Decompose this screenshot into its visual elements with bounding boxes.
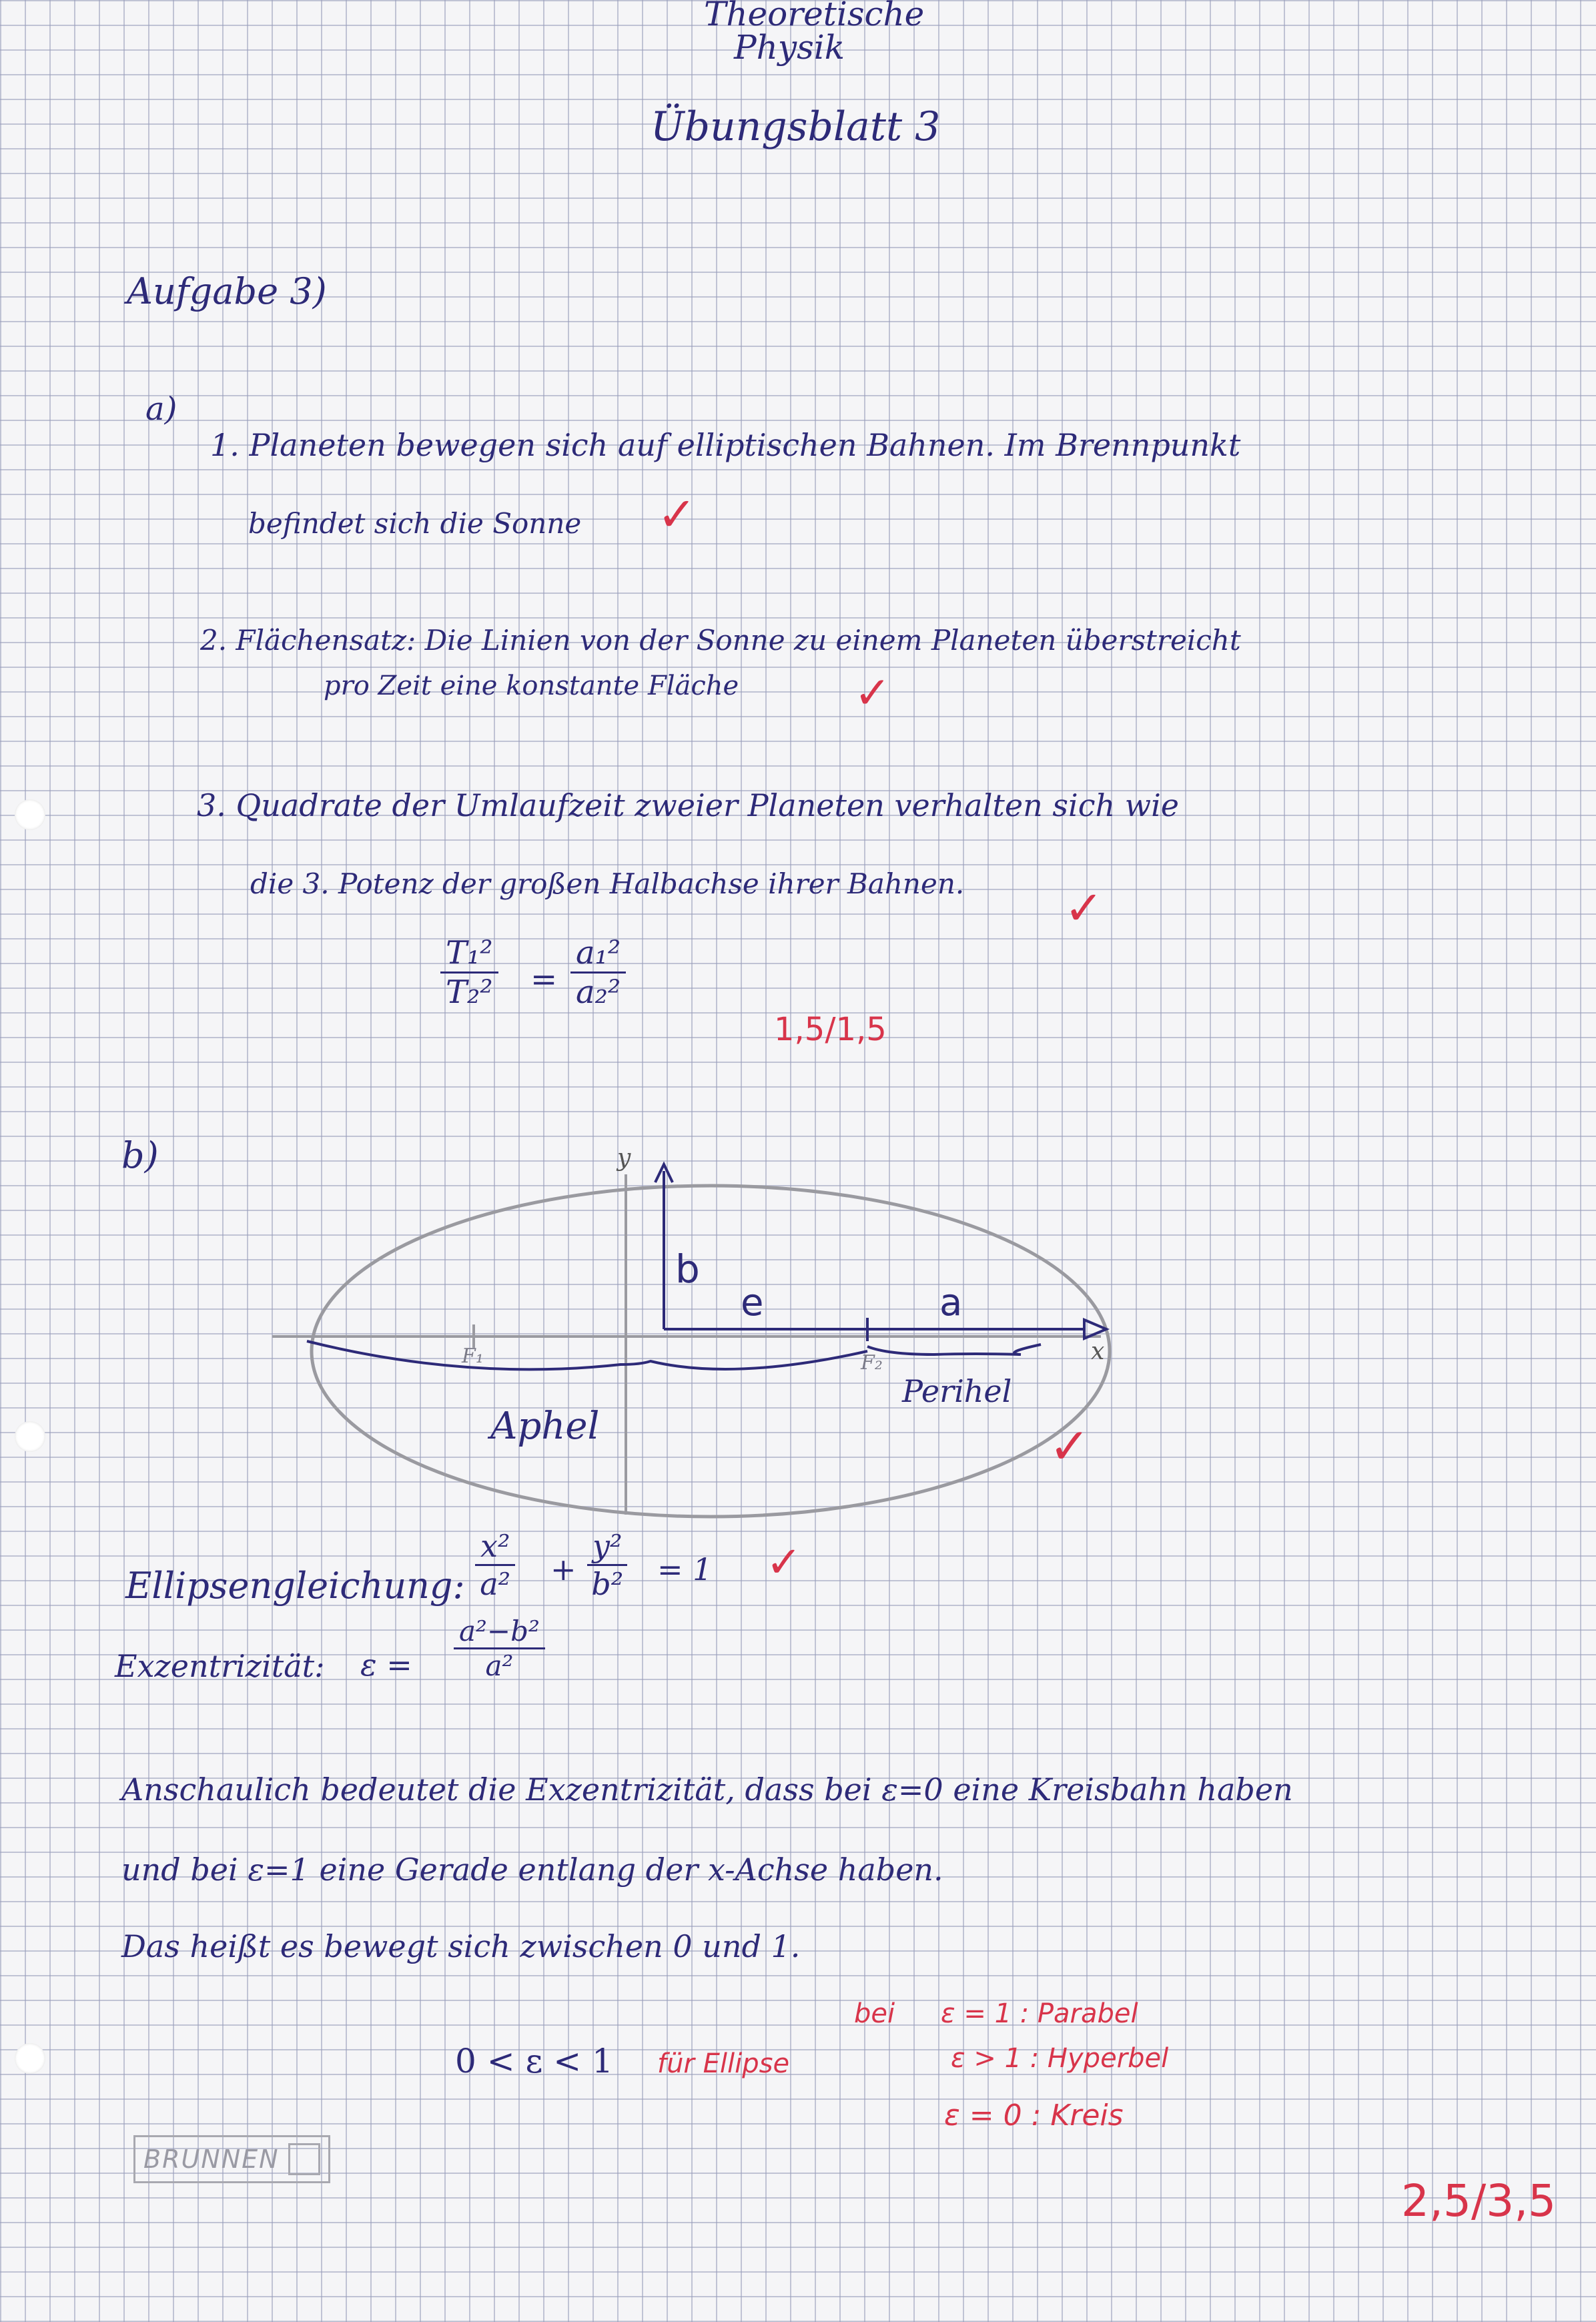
- punch-hole-middle: [15, 1421, 45, 1452]
- total-score: 2,5/3,5: [1401, 2175, 1557, 2227]
- score-part-a: 1,5/1,5: [774, 1011, 887, 1048]
- kepler-rhs-fraction: [570, 934, 626, 1011]
- ellipse-plus: +: [550, 1551, 576, 1587]
- law3-line1: 3. Quadrate der Umlaufzeit zweier Planeten verhalten sich wie: [197, 787, 1180, 823]
- correction-case-hyperbola: ε > 1 : Hyperbel: [951, 2043, 1169, 2074]
- ellipse-x-num: x²: [475, 1528, 515, 1566]
- check-mark-icon: ✓: [854, 667, 891, 719]
- explanation-line-2: und bei ε=1 eine Gerade entlang der x-Achse haben.: [121, 1852, 943, 1888]
- aphel-label: Aphel: [490, 1405, 600, 1448]
- kepler-equals: =: [530, 961, 558, 998]
- check-mark-icon: ✓: [766, 1538, 802, 1587]
- law1-line2: befindet sich die Sonne: [248, 507, 582, 540]
- correction-bei: bei: [854, 1998, 895, 2029]
- kepler-lhs-fraction: [440, 934, 498, 1011]
- eccentricity-num: a²−b²: [454, 1615, 545, 1649]
- eccentricity-fraction: [454, 1615, 545, 1682]
- correction-case-parabola: ε = 1 : Parabel: [941, 1998, 1138, 2029]
- law2-line1: 2. Flächensatz: Die Linien von der Sonne zu einem Planeten überstreicht: [200, 624, 1241, 657]
- y-axis-arrow: [655, 1164, 673, 1182]
- part-a-label: a): [145, 390, 177, 428]
- b-label: b: [675, 1246, 700, 1292]
- kepler-lhs-den: T₂²: [446, 974, 493, 1011]
- brunnen-logo-text: BRUNNEN: [143, 2145, 280, 2174]
- f1-label: F₁: [462, 1344, 484, 1368]
- law2-line2: pro Zeit eine konstante Fläche: [324, 671, 739, 701]
- punch-hole-bottom: [15, 2043, 45, 2074]
- ellipse-x-den: a²: [480, 1566, 511, 1602]
- header-line-1: Theoretische: [704, 0, 925, 33]
- f2-label: F₂: [861, 1351, 883, 1375]
- correction-ellipse-note: für Ellipse: [657, 2048, 790, 2079]
- header-line-2: Physik: [734, 28, 845, 67]
- explanation-line-3: Das heißt es bewegt sich zwischen 0 und 1.: [121, 1928, 801, 1964]
- eccentricity-symbol: ε =: [360, 1647, 412, 1683]
- a-label: a: [939, 1281, 963, 1324]
- check-mark-icon: ✓: [657, 487, 697, 542]
- ellipse-y-num: y²: [587, 1528, 627, 1566]
- ellipse-y-den: b²: [591, 1566, 624, 1602]
- eccentricity-den: a²: [485, 1649, 514, 1682]
- perihel-label: Perihel: [902, 1373, 1012, 1409]
- kepler-rhs-den: a₂²: [576, 974, 621, 1011]
- ellipse-rhs: = 1: [657, 1551, 713, 1587]
- correction-case-circle: ε = 0 : Kreis: [944, 2098, 1124, 2133]
- ellipse-y-fraction: [587, 1528, 627, 1602]
- ellipse-curve: [312, 1186, 1110, 1517]
- ellipse-x-fraction: [475, 1528, 515, 1602]
- check-mark-icon: ✓: [1064, 881, 1104, 935]
- kepler-lhs-num: T₁²: [440, 934, 498, 974]
- check-mark-icon: ✓: [1049, 1418, 1091, 1475]
- y-axis-label: y: [617, 1144, 631, 1172]
- ellipse-equation-label: Ellipsengleichung:: [125, 1565, 465, 1607]
- law1-line1: 1. Planeten bewegen sich auf elliptischen Bahnen. Im Brennpunkt: [210, 427, 1241, 463]
- brunnen-logo-mark-icon: [288, 2143, 320, 2175]
- part-b-label: b): [121, 1134, 159, 1176]
- kepler-rhs-num: a₁²: [570, 934, 626, 974]
- eccentricity-label: Exzentrizität:: [115, 1648, 325, 1684]
- task-title: Aufgabe 3): [127, 270, 327, 312]
- aphel-brace: [307, 1341, 867, 1369]
- punch-hole-top: [15, 799, 45, 830]
- brunnen-logo: [133, 2135, 330, 2183]
- inequality: 0 < ε < 1: [455, 2042, 613, 2080]
- e-label: e: [741, 1281, 764, 1324]
- x-axis-label: x: [1091, 1338, 1105, 1365]
- perihel-brace: [867, 1344, 1041, 1354]
- explanation-line-1: Anschaulich bedeutet die Exzentrizität, dass bei ε=0 eine Kreisbahn haben: [121, 1772, 1293, 1808]
- x-axis-arrow: [1084, 1320, 1106, 1338]
- page-title: Übungsblatt 3: [651, 103, 941, 150]
- law3-line2: die 3. Potenz der großen Halbachse ihrer Bahnen.: [250, 867, 965, 900]
